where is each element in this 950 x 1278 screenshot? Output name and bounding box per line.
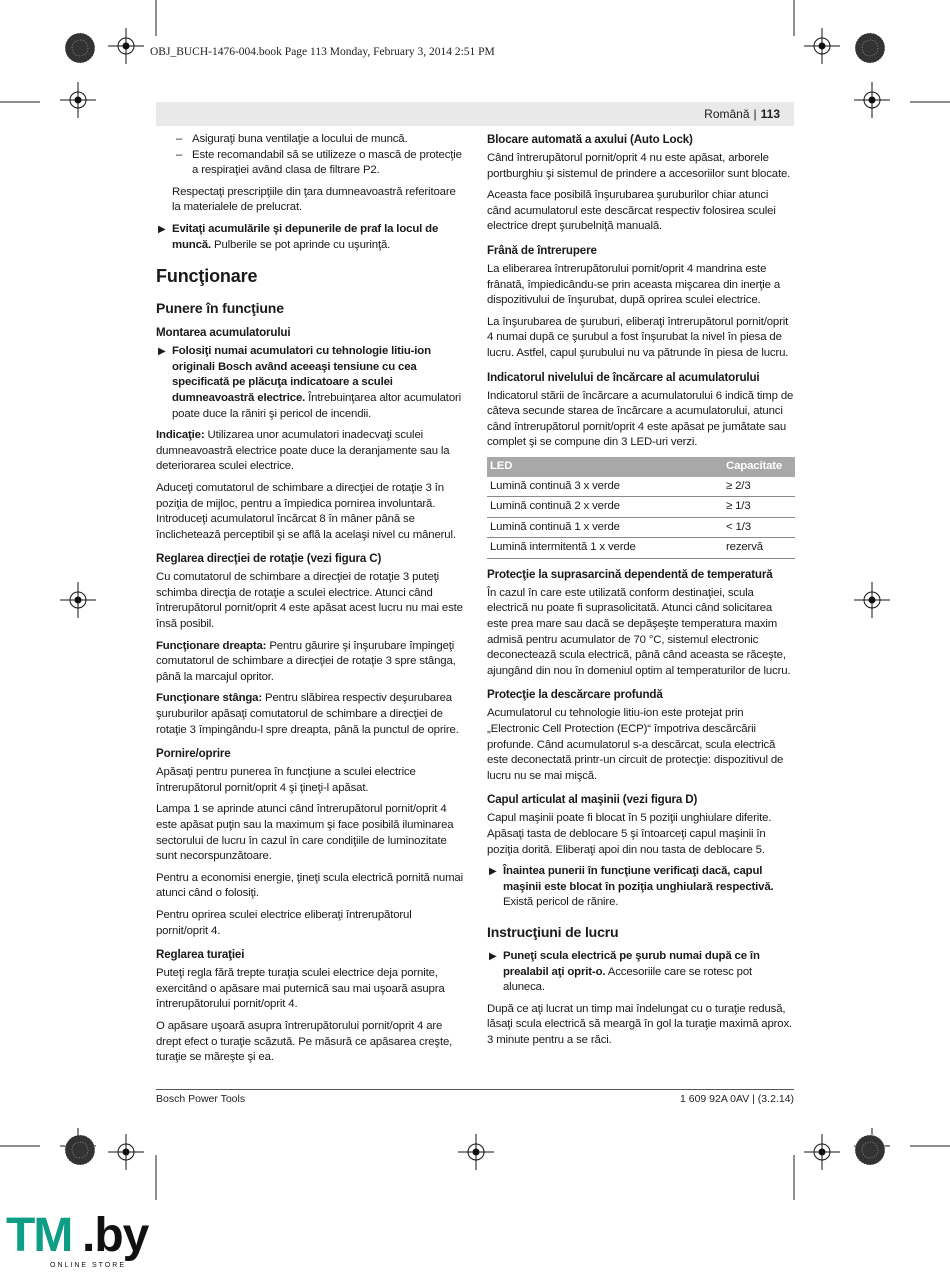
warning-item: ▶ Puneţi scula electrică pe şurub numai după ce în prealabil aţi oprit-o. Accesoriile care se rotesc pot aluneca. <box>489 949 760 994</box>
topic-heading: Montarea acumulatorului <box>156 326 291 340</box>
arrow-icon: ▶ <box>489 950 497 962</box>
left-column <box>156 132 464 1072</box>
paragraph: Cu comutatorul de schimbare a direcţiei de rotaţie 3 puteţi schimba direcţia de rotaţie a sculei electrice. Atunci când întrerupătorul pornit/oprit 4 este apăsat acest lucru nu mai este însă posibil. <box>156 571 463 631</box>
topic-heading: Protecţie la suprasarcină dependentă de temperatură <box>487 567 773 581</box>
paragraph: Respectaţi prescripţiile din ţara dumneavoastră referitoare la materialele de prelucrat. <box>172 185 456 214</box>
topic-heading: Capul articulat al maşinii (vezi figura D) <box>487 793 698 807</box>
table-row: Lumină continuă 3 x verde ≥ 2/3 <box>487 477 795 497</box>
column-header: LED <box>487 457 723 477</box>
footer-rule <box>156 1089 794 1090</box>
table-row: Lumină continuă 1 x verde < 1/3 <box>487 517 795 538</box>
table-row: Lumină intermitentă 1 x verde rezervă <box>487 538 795 559</box>
arrow-icon: ▶ <box>158 346 166 358</box>
page-header <box>156 102 794 126</box>
paragraph: Pentru oprirea sculei electrice eliberaţi întrerupătorul pornit/oprit 4. <box>156 908 412 937</box>
store-logo: TM .by ONLINE STORE <box>6 1209 149 1269</box>
subsection-heading: Instrucţiuni de lucru <box>487 923 619 940</box>
list-item: – Asiguraţi buna ventilaţie a locului de muncă. <box>176 133 408 145</box>
arrow-icon: ▶ <box>489 866 497 878</box>
paragraph: Când întrerupătorul pornit/oprit 4 nu este apăsat, arborele portburghiu şi sistemul de prindere a accesoriilor sunt blocate. <box>487 152 791 180</box>
paragraph: Indicatorul stării de încărcare a acumulatorului 6 indică timp de câteva secunde starea de încărcare a acumulatorului, atunci când întrerupătorul pornit/oprit 4 este apăsat pe jumătate sau complet şi se compune din 3 LED-uri verzi. <box>487 389 794 449</box>
paragraph: Funcţionare dreapta: Pentru găurire şi înşurubare împingeţi comutatorul de schimbare a direcţiei de rotaţie 3 spre stânga, până la marcajul opritor. <box>156 639 456 683</box>
column-header: Capacitate <box>723 457 795 477</box>
footer-brand: Bosch Power Tools <box>156 1093 246 1105</box>
paragraph: Aceasta face posibilă înşurubarea şuruburilor chiar atunci când acumulatorul este descărcat respectiv folosirea sculei electrice drept şurubelniţă manuală. <box>487 189 776 233</box>
topic-heading: Protecţie la descărcare profundă <box>487 688 663 702</box>
paragraph: Funcţionare stânga: Pentru slăbirea respectiv deşurubarea şuruburilor apăsaţi comutatorul de schimbare a direcţiei de rotaţie 3 împingându-l spre dreapta, până la punctul de oprire. <box>156 692 459 736</box>
footer-doc-id: 1 609 92A 0AV | (3.2.14) <box>679 1093 794 1105</box>
paragraph: Pentru a economisi energie, ţineţi scula electrică pornită numai atunci când o folosiţi. <box>156 871 463 900</box>
page-number: 113 <box>760 107 780 121</box>
topic-heading: Reglarea direcţiei de rotaţie (vezi figura C) <box>156 552 382 566</box>
paragraph: La eliberarea întrerupătorului pornit/oprit 4 mandrina este frânată, împiedicându-se prin aceasta mişcarea din inerţie a dispozitivului de înşurubat, după oprirea sculei electrice. <box>487 262 781 307</box>
led-table <box>487 457 795 559</box>
topic-heading: Blocare automată a axului (Auto Lock) <box>487 133 693 146</box>
arrow-icon: ▶ <box>158 223 166 235</box>
paragraph: Apăsaţi pentru punerea în funcţiune a sculei electrice întrerupătorul pornit/oprit 4 şi ţineţi-l apăsat. <box>156 766 416 794</box>
warning-item: ▶ Înaintea punerii în funcţiune verificaţi dacă, capul maşinii este blocat în poziţia unghiulară respectivă. Există pericol de rănire. <box>489 865 774 909</box>
warning-item: ▶ Evitaţi acumulările şi depunerile de praf la locul de muncă. Pulberile se pot aprinde cu uşurinţă. <box>158 222 439 251</box>
paragraph: O apăsare uşoară asupra întrerupătorului pornit/oprit 4 are drept efect o turaţie scăzută. Pe măsură ce apăsarea creşte, turaţie se măreşte şi ea. <box>156 1019 453 1064</box>
topic-heading: Indicatorul nivelului de încărcare al acumulatorului <box>487 370 760 384</box>
paragraph: După ce aţi lucrat un timp mai îndelungat cu o turaţie redusă, lăsaţi scula electrică să meargă în gol la turaţie maximă aprox. 3 minute pentru a se răci. <box>487 1002 793 1046</box>
paragraph: Acumulatorul cu tehnologie litiu-ion este protejat prin „Electronic Cell Protection (ECP)“ împotriva descărcării profunde. Când acumulatorul s-a descărcat, scula electrică este deconectată printr-un circuit de protecţie: dispozitivul de lucru nu se mai mişcă. <box>487 707 784 782</box>
table-row: Lumină continuă 2 x verde ≥ 1/3 <box>487 497 795 518</box>
right-column <box>487 132 795 1055</box>
topic-heading: Pornire/oprire <box>156 747 231 761</box>
print-file-info: OBJ_BUCH-1476-004.book Page 113 Monday, February 3, 2014 2:51 PM <box>150 46 495 58</box>
language-label: Română <box>704 107 750 121</box>
topic-heading: Frână de întrerupere <box>487 243 597 257</box>
table-header-row <box>487 457 795 477</box>
subsection-heading: Punere în funcţiune <box>156 300 284 317</box>
warning-item: ▶ Folosiţi numai acumulatori cu tehnologie litiu-ion originali Bosch având aceeaşi tensiune cu cea specificată pe plăcuţa indicatoare a sculei dumneavoastră electrice. Întrebuinţarea altor acumulatori poate duce la răniri şi pericol de incendii. <box>158 345 462 420</box>
paragraph: Aduceţi comutatorul de schimbare a direcţiei de rotaţie 3 în poziţia de mijloc, pentru a împiedica pornirea involuntară. Introduceţi acumulatorul încărcat 8 în mâner până se înclichetează perceptibil şi se află la acelaşi nivel cu mânerul. <box>156 481 456 541</box>
paragraph: Puteţi regla fără trepte turaţia sculei electrice deja pornite, exercitând o apăsare mai puternică sau mai uşoară asupra întrerupătorului pornit/oprit 4. <box>156 967 445 1011</box>
paragraph: În cazul în care este utilizată conform destinaţiei, scula electrică nu poate fi suprasolicitată. Atunci când solicitarea este prea mare sau dacă se depăşeşte temperatura maxim admisă pentru acumulator de 70 °C, sistemul electronic deconectează scula electrică, până când aceasta se răceşte, ajungând din nou în domeniul optim al temperaturilor de lucru. <box>487 586 791 677</box>
list-item: – Este recomandabil să se utilizeze o mască de protecţie a respiraţiei având clasa de filtrare P2. <box>176 148 462 177</box>
paragraph: Indicaţie: Utilizarea unor acumulatori inadecvaţi sculei dumneavoastră electrice poate duce la deranjamente sau la deteriorarea sculei electrice. <box>156 429 450 473</box>
header-separator: | <box>753 107 757 121</box>
section-heading: Funcţionare <box>156 266 258 287</box>
paragraph: La înşurubarea de şuruburi, eliberaţi întrerupătorul pornit/oprit 4 numai după ce şurubul a fost înşurubat la nivel în piesa de lucru. Astfel, capul şurubului nu va pătrunde în piesa de lucru. <box>487 315 789 359</box>
paragraph: Lampa 1 se aprinde atunci când întrerupătorul pornit/oprit 4 este apăsat puţin sau la maximum şi face posibilă iluminarea sectorului de lucru în cazul în care condiţiile de luminozitate sunt necorspunzătoare. <box>156 803 454 863</box>
paragraph: Capul maşinii poate fi blocat în 5 poziţii unghiulare diferite. Apăsaţi tasta de deblocare 5 şi întoarceţi capul maşinii în poziţia dorită. Eliberaţi apoi din nou tasta de deblocare 5. <box>487 812 772 856</box>
topic-heading: Reglarea turaţiei <box>156 948 245 962</box>
